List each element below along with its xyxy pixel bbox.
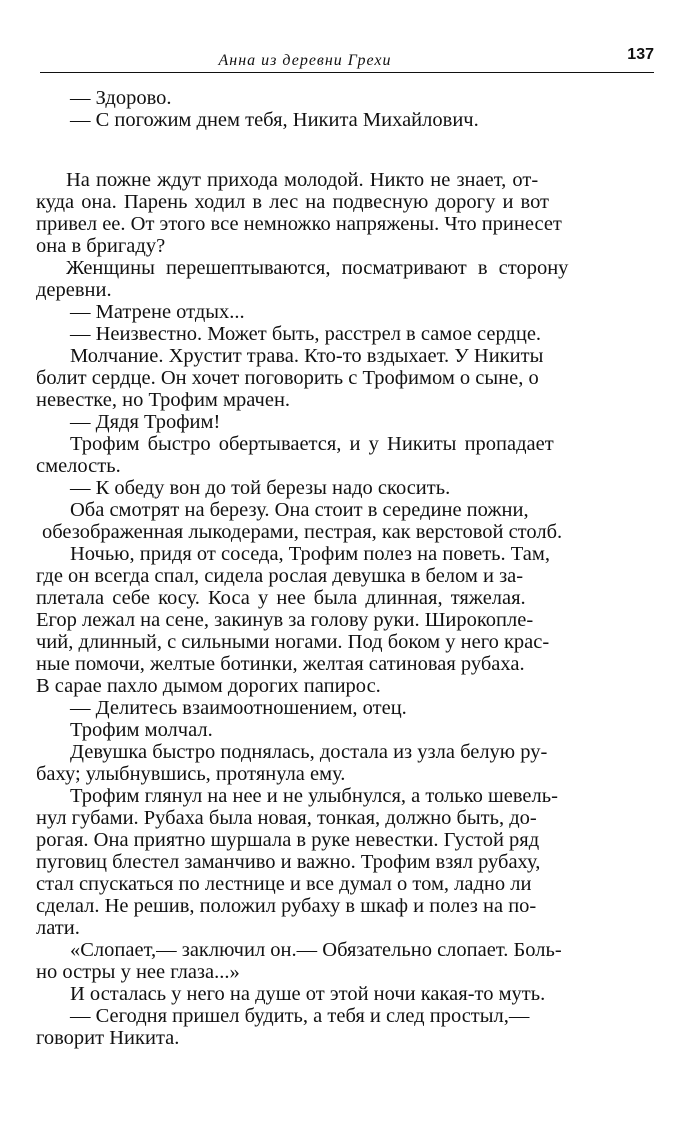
text-line: — С погожим днем тебя, Никита Михайлович. xyxy=(70,109,479,131)
text-line: деревни. xyxy=(36,279,112,301)
text-line: смелость. xyxy=(36,455,121,477)
text-line: — Неизвестно. Может быть, расстрел в самое сердце. xyxy=(70,323,542,345)
text-line: обезображенная лыкодерами, пестрая, как верстовой столб. xyxy=(42,521,563,543)
text-line: невестке, но Трофим мрачен. xyxy=(36,389,291,411)
text-line: баху; улыбнувшись, протянула ему. xyxy=(36,763,346,785)
text-line: Ночью, придя от соседа, Трофим полез на поветь. Там, xyxy=(70,543,550,565)
text-line: И осталась у него на душе от этой ночи какая-то муть. xyxy=(70,983,546,1005)
text-line: Женщины перешептываются, посматривают в сторону xyxy=(66,257,569,279)
text-line: На пожне ждут прихода молодой. Никто не знает, от- xyxy=(66,169,539,191)
text-line: Оба смотрят на березу. Она стоит в середине пожни, xyxy=(70,499,529,521)
text-line: но остры у нее глаза...» xyxy=(36,961,240,983)
text-line: лати. xyxy=(36,917,80,939)
text-line: — Дядя Трофим! xyxy=(70,411,221,433)
paragraph-gap xyxy=(36,131,656,169)
text-line: — Делитесь взаимоотношением, отец. xyxy=(70,697,407,719)
running-title: Анна из деревни Грехи xyxy=(218,52,392,69)
text-line: Девушка быстро поднялась, достала из узла белую ру- xyxy=(70,741,548,763)
text-line: «Слопает,— заключил он.— Обязательно слопает. Боль- xyxy=(70,939,562,961)
text-line: плетала себе косу. Коса у нее была длинная, тяжелая. xyxy=(36,587,526,609)
text-line: говорит Никита. xyxy=(36,1027,180,1049)
text-line: привел ее. От этого все немножко напряжены. Что принесет xyxy=(36,213,562,235)
text-line: — Здорово. xyxy=(70,87,172,109)
text-line: чий, длинный, с сильными ногами. Под боком у него крас- xyxy=(36,631,550,653)
text-line: Трофим быстро обертывается, и у Никиты пропадает xyxy=(70,433,554,455)
header-rule xyxy=(40,72,654,73)
text-line: стал спускаться по лестнице и все думал о том, ладно ли xyxy=(36,873,532,895)
text-line: куда она. Парень ходил в лес на подвесную дорогу и вот xyxy=(36,191,550,213)
text-line: нул губами. Рубаха была новая, тонкая, должно быть, до- xyxy=(36,807,537,829)
text-line: Егор лежал на сене, закинув за голову руки. Широкопле- xyxy=(36,609,534,631)
text-line: где он всегда спал, сидела рослая девушка в белом и за- xyxy=(36,565,524,587)
page-number: 137 xyxy=(627,46,654,63)
text-line: она в бригаду? xyxy=(36,235,166,257)
text-line: — Сегодня пришел будить, а тебя и след простыл,— xyxy=(70,1005,530,1027)
text-line: — К обеду вон до той березы надо скосить. xyxy=(70,477,451,499)
text-line: пуговиц блестел заманчиво и важно. Трофим взял рубаху, xyxy=(36,851,541,873)
body-text xyxy=(36,87,656,1049)
text-line: ные помочи, желтые ботинки, желтая сатиновая рубаха. xyxy=(36,653,525,675)
text-line: сделал. Не решив, положил рубаху в шкаф и полез на по- xyxy=(36,895,537,917)
text-line: Трофим глянул на нее и не улыбнулся, а только шевель- xyxy=(70,785,558,807)
text-line: — Матрене отдых... xyxy=(70,301,245,323)
text-line: В сарае пахло дымом дорогих папирос. xyxy=(36,675,381,697)
text-line: Молчание. Хрустит трава. Кто-то вздыхает. У Никиты xyxy=(70,345,544,367)
text-line: болит сердце. Он хочет поговорить с Трофимом о сыне, о xyxy=(36,367,539,389)
text-line: Трофим молчал. xyxy=(70,719,213,741)
text-line: рогая. Она приятно шуршала в руке невестки. Густой ряд xyxy=(36,829,540,851)
